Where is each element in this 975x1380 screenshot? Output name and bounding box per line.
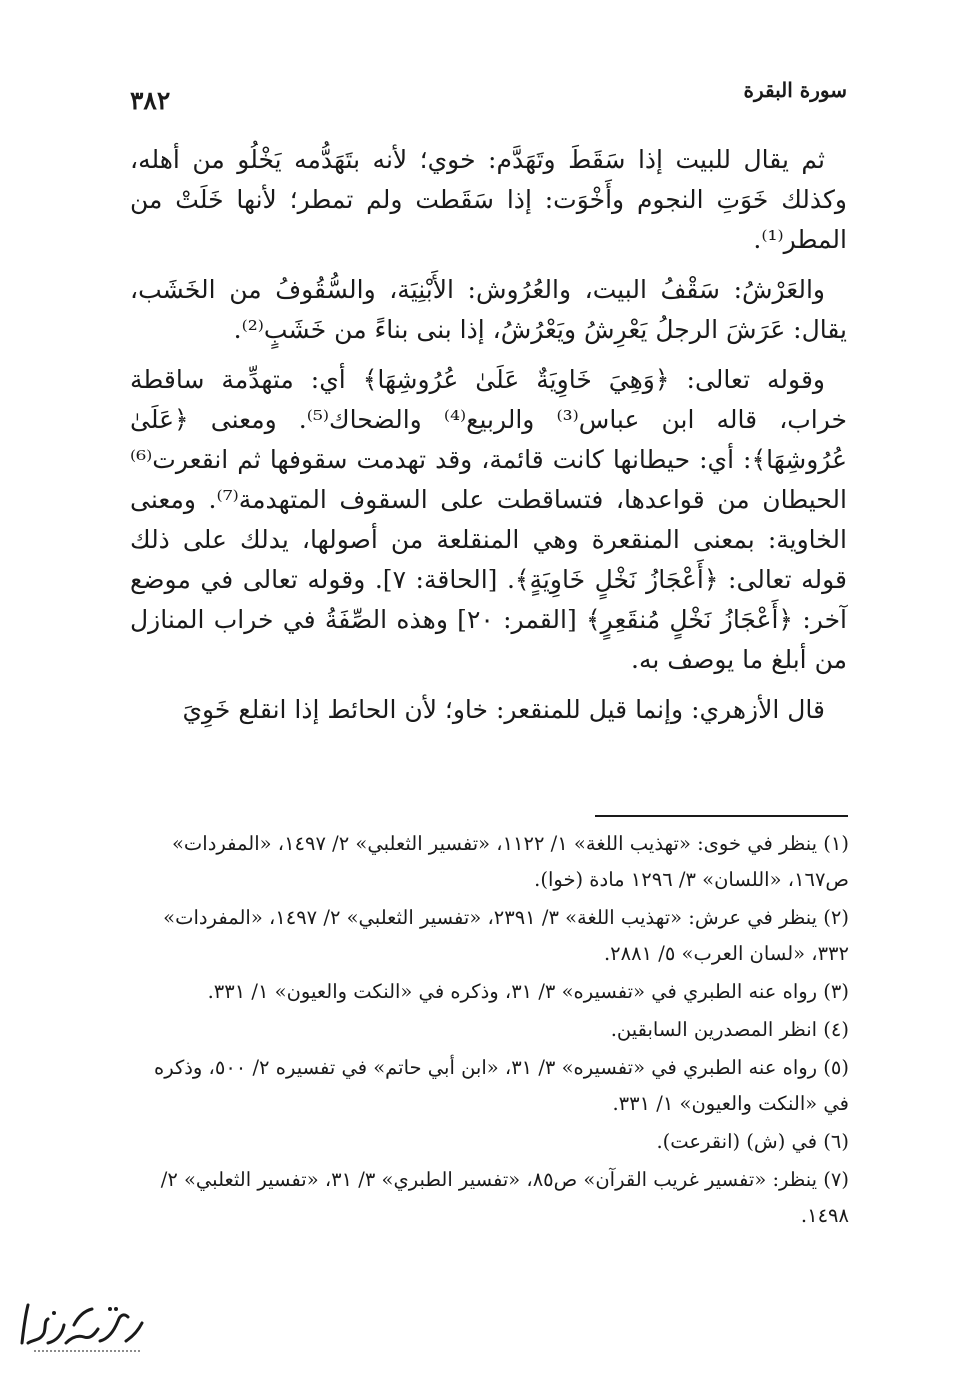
footnote-separator — [595, 815, 848, 817]
footnote: (٦) في (ش) (انقرعت). — [656, 1130, 849, 1153]
calligraphy-logo-icon — [14, 1295, 152, 1357]
footnote: (٥) رواه عنه الطبري في «تفسيره» ٣/ ٣١، «ابن أبي حاتم» في تفسيره ٢/ ٥٠٠، وذكره في «النكت والعيون» ١/ ٣٣١. — [153, 1056, 849, 1115]
footnote: (٣) رواه عنه الطبري في «تفسيره» ٣/ ٣١، وذكره في «النكت والعيون» ١/ ٣٣١. — [207, 980, 849, 1003]
footnote: (٧) ينظر: «تفسير غريب القرآن» ص٨٥، «تفسير الطبري» ٣/ ٣١، «تفسير الثعلبي» ٢/ ١٤٩٨. — [160, 1168, 849, 1227]
main-text — [130, 140, 847, 730]
paragraph: والعَرْشُ: سَقْفُ البيت، والعُرُوش: الأَبْنِيَة، والسُّقُوفُ من الخَشَب، يقال: عَرَشَ الرجلُ يَعْرِشُ ويَعْرُشُ، إذا بنى بناءً من خَشَبٍ⁽²⁾. — [130, 275, 847, 344]
paragraph: ثم يقال للبيت إذا سَقَطَ وتَهَدَّم: خوي؛ لأنه بتَهَدُّمه يَخْلُو من أهله، وكذلك خَوَتِ النجوم وأَخْوَت: إذا سَقَطت ولم تمطر؛ لأنها خَلَتْ من المطر⁽¹⁾. — [130, 145, 847, 254]
footnote: (٢) ينظر في عرش: «تهذيب اللغة» ٣/ ٢٣٩١، «تفسير الثعلبي» ٢/ ١٤٩٧، «المفردات» ٣٣٢، «لسان العرب» ٥/ ٢٨٨١. — [163, 906, 849, 965]
footnotes — [130, 826, 849, 1236]
paragraph: وقوله تعالى: ﴿وَهِيَ خَاوِيَةٌ عَلَىٰ عُرُوشِهَا﴾ أي: متهدِّمة ساقطة خراب، قاله ابن عباس⁽³⁾ والربيع⁽⁴⁾ والضحاك⁽⁵⁾. ومعنى ﴿عَلَىٰ عُرُوشِهَا﴾: أي: حيطانها كانت قائمة، وقد تهدمت سقوفها ثم انقعرت⁽⁶⁾ الحيطان من قواعدها، فتساقطت على السقوف المتهدمة⁽⁷⁾. ومعنى الخاوية: بمعنى المنقعرة وهي المنقلعة من أصولها، يدلك على ذلك قوله تعالى: ﴿أَعْجَازُ نَخْلٍ خَاوِيَةٍ﴾. [الحاقة: ٧]. وقوله تعالى في موضع آخر: ﴿أَعْجَازُ نَخْلٍ مُنقَعِرٍ﴾ [القمر: ٢٠] وهذه الصِّفَةُ في خراب المنازل من أبلغ ما يوصف به. — [130, 365, 848, 674]
footnote: (١) ينظر في خوى: «تهذيب اللغة» ١/ ١١٢٢، «تفسير الثعلبي» ٢/ ١٤٩٧، «المفردات» ص١٦٧، «اللسان» ٣/ ١٢٩٦ مادة (خوا). — [171, 832, 849, 891]
page-number: ٣٨٢ — [130, 86, 171, 115]
footnote: (٤) انظر المصدرين السابقين. — [610, 1018, 849, 1041]
running-title: سورة البقرة — [743, 78, 847, 102]
paragraph: قال الأزهري: وإنما قيل للمنقعر: خاو؛ لأن الحائط إذا انقلع خَوِيَ — [182, 695, 825, 724]
page-header — [130, 78, 847, 118]
